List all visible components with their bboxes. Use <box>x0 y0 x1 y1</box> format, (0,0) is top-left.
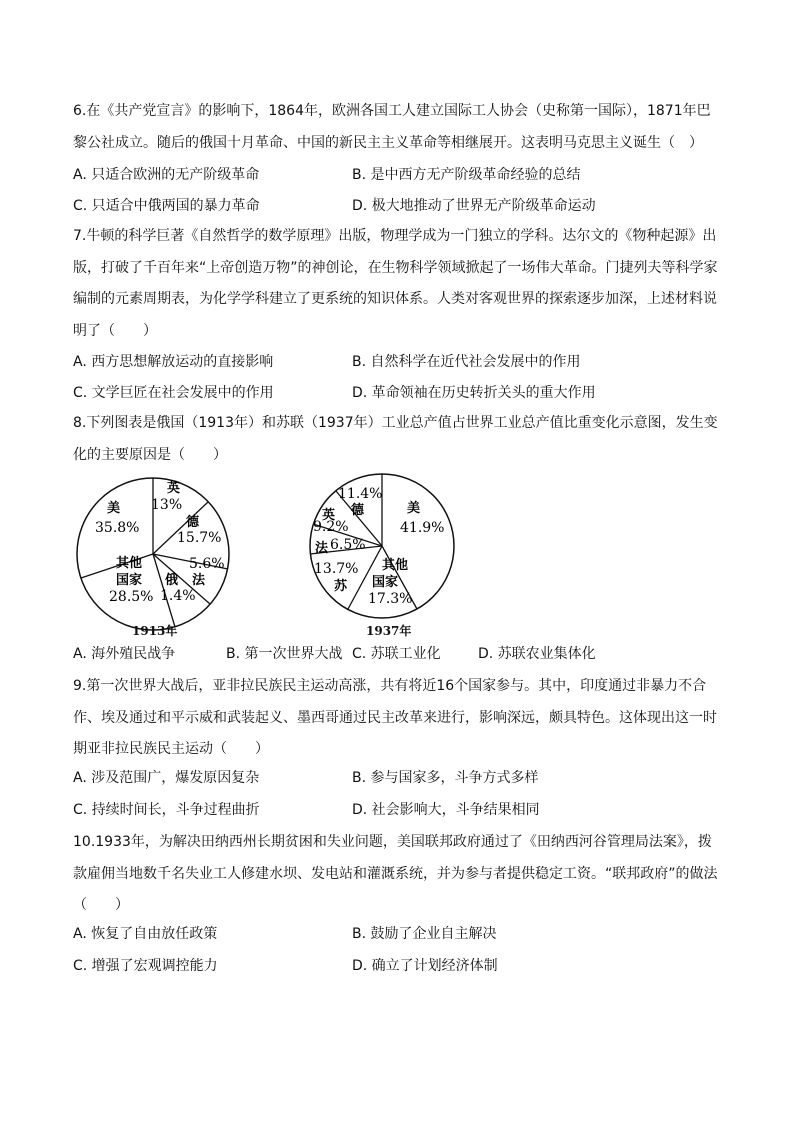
slice-label-mei: 美 <box>107 501 121 516</box>
slice-value-fa: 5.6% <box>189 556 225 572</box>
slice-label-other-2: 国家 <box>116 573 143 588</box>
slice-label-e: 俄 <box>165 573 179 588</box>
slice-value-e: 1.4% <box>160 588 196 604</box>
question-6-option-a[interactable]: A. 只适合欧洲的无产阶级革命 <box>73 167 260 183</box>
question-6-option-b[interactable]: B. 是中西方无产阶级革命经验的总结 <box>352 167 581 183</box>
question-6-stem: 6.在《共产党宣言》的影响下，1864年，欧洲各国工人建立国际工人协会（史称第一国际），1871年巴黎公社成立。随后的俄国十月革命、中国的新民主主义革命等相继展开。这表明马克思主义诞生（ ） <box>73 103 711 151</box>
pie-chart-1913 <box>73 474 235 640</box>
question-8-option-a[interactable]: A. 海外殖民战争 <box>73 646 176 662</box>
question-6-option-c[interactable]: C. 只适合中俄两国的暴力革命 <box>73 198 260 214</box>
slice-value-mei: 35.8% <box>95 520 140 536</box>
question-10-option-b[interactable]: B. 鼓励了企业自主解决 <box>352 926 497 942</box>
slice-value-su: 13.7% <box>314 561 359 577</box>
slice-label-fa: 法 <box>315 541 329 556</box>
question-8-option-c[interactable]: C. 苏联工业化 <box>352 646 441 662</box>
question-9-option-a[interactable]: A. 涉及范围广，爆发原因复杂 <box>73 770 260 786</box>
slice-value-other: 28.5% <box>109 589 154 605</box>
pie-1913-title: 1913年 <box>132 624 178 638</box>
slice-value-ying: 9.2% <box>313 519 349 535</box>
slice-value-other: 17.3% <box>368 591 413 607</box>
slice-label-su: 苏 <box>334 579 348 594</box>
slice-value-fa: 6.5% <box>330 537 366 553</box>
slice-label-mei: 美 <box>407 501 421 516</box>
question-6-option-d[interactable]: D. 极大地推动了世界无产阶级革命运动 <box>352 198 596 214</box>
slice-value-de: 15.7% <box>177 530 222 546</box>
question-8-option-b[interactable]: B. 第一次世界大战 <box>226 646 343 662</box>
slice-label-fa: 法 <box>192 573 206 588</box>
question-10-option-c[interactable]: C. 增强了宏观调控能力 <box>73 958 218 974</box>
question-7-stem: 7.牛顿的科学巨著《自然哲学的数学原理》出版，物理学成为一门独立的学科。达尔文的《物种起源》出版，打破了千百年来“上帝创造万物”的神创论，在生物科学领域掀起了一场伟大革命。门捷列夫等科学家编制的元素周期表，为化学学科建立了更系统的知识体系。人类对客观世界的探索逐步加深，上述材料说明了（ ） <box>73 228 718 339</box>
slice-label-ying: 英 <box>322 508 336 523</box>
pie-chart-1937 <box>306 472 462 624</box>
slice-label-other-1: 其他 <box>116 556 143 571</box>
slice-value-mei: 41.9% <box>400 520 445 536</box>
pie-1937-svg <box>306 472 462 624</box>
slice-label-de: 德 <box>186 515 200 530</box>
slice-label-other-2: 国家 <box>372 575 399 590</box>
pie-1937-title: 1937年 <box>366 624 412 638</box>
question-9-stem: 9.第一次世界大战后，亚非拉民族民主运动高涨，共有将近16个国家参与。其中，印度通过非暴力不合作、埃及通过和平示威和武装起义、墨西哥通过民主改革来进行，影响深远，颇具特色。这体现出这一时期亚非拉民族民主运动（ ） <box>73 678 717 757</box>
slice-value-de: 11.4% <box>338 486 383 502</box>
question-9-option-c[interactable]: C. 持续时间长，斗争过程曲折 <box>73 802 260 818</box>
question-9-option-b[interactable]: B. 参与国家多，斗争方式多样 <box>352 770 539 786</box>
question-8-option-d[interactable]: D. 苏联农业集体化 <box>478 646 596 662</box>
question-7-option-b[interactable]: B. 自然科学在近代社会发展中的作用 <box>352 354 581 370</box>
question-10-stem: 10.1933年，为解决田纳西州长期贫困和失业问题，美国联邦政府通过了《田纳西河谷管理局法案》，拨款雇佣当地数千名失业工人修建水坝、发电站和灌溉系统，并为参与者提供稳定工资。“联邦政府”的做法（ ） <box>73 834 718 913</box>
slice-label-de: 德 <box>351 503 365 518</box>
slice-value-ying: 13% <box>151 497 183 513</box>
question-7-option-d[interactable]: D. 革命领袖在历史转折关头的重大作用 <box>352 385 596 401</box>
slice-label-other-1: 其他 <box>382 558 409 573</box>
question-9-option-d[interactable]: D. 社会影响大，斗争结果相同 <box>352 802 540 818</box>
question-8-stem: 8.下列图表是俄国（1913年）和苏联（1937年）工业总产值占世界工业总产值比重变化示意图，发生变化的主要原因是（ ） <box>73 415 718 463</box>
question-7-option-c[interactable]: C. 文学巨匠在社会发展中的作用 <box>73 385 274 401</box>
question-7-option-a[interactable]: A. 西方思想解放运动的直接影响 <box>73 354 274 370</box>
question-10-option-a[interactable]: A. 恢复了自由放任政策 <box>73 926 218 942</box>
slice-label-ying: 英 <box>167 481 181 496</box>
question-10-option-d[interactable]: D. 确立了计划经济体制 <box>352 958 498 974</box>
pie-1913-svg <box>73 474 235 640</box>
